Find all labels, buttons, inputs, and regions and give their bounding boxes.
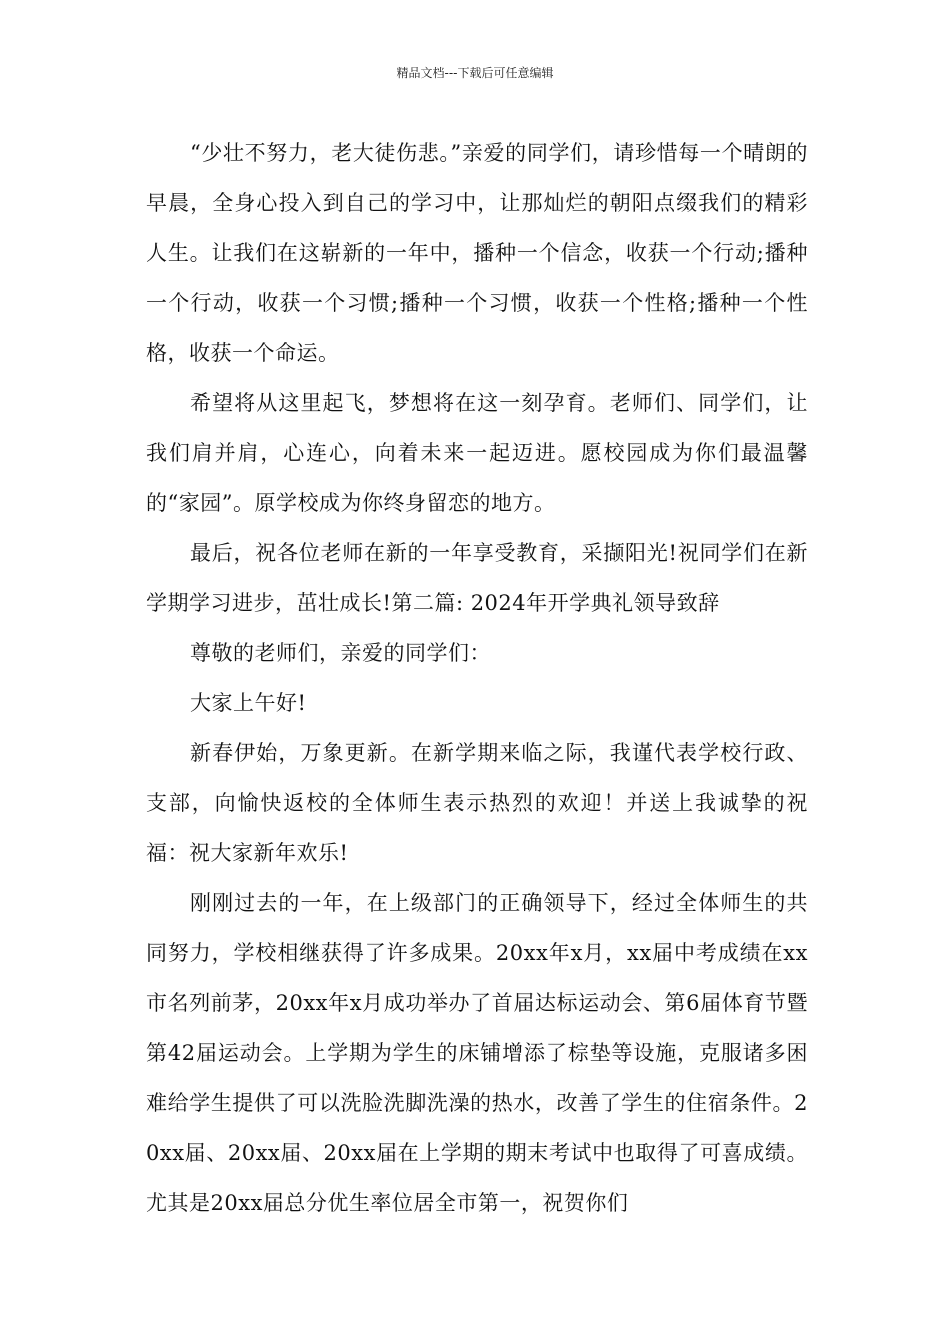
paragraph-7: 刚刚过去的一年，在上级部门的正确领导下，经过全体师生的共同努力，学校相继获得了许多成果。20xx年x月，xx届中考成绩在xx市名列前茅，20xx年x月成功举办了首届达标运动会、第6届体育节暨第42届运动会。上学期为学生的床铺增添了棕垫等设施，克服诸多困难给学生提供了可以洗脸洗脚洗澡的热水，改善了学生的住宿条件。20xx届、20xx届、20xx届在上学期的期末考试中也取得了可喜成绩。尤其是20xx届总分优生率位居全市第一，祝贺你们: [146, 891, 808, 1215]
paragraph-2: 希望将从这里起飞，梦想将在这一刻孕育。老师们、同学们，让我们肩并肩，心连心，向着未来一起迈进。愿校园成为你们最温馨的“家园”。原学校成为你终身留恋的地方。: [146, 391, 808, 515]
paragraph-3: 最后，祝各位老师在新的一年享受教育，采撷阳光!祝同学们在新学期学习进步，茁壮成长!第二篇: 2024年开学典礼领导致辞: [146, 541, 808, 615]
paragraph-4: 尊敬的老师们，亲爱的同学们：: [190, 641, 491, 665]
page-header: 精品文档---下载后可任意编辑: [396, 66, 554, 80]
paragraph-6: 新春伊始，万象更新。在新学期来临之际，我谨代表学校行政、支部，向愉快返校的全体师生表示热烈的欢迎！并送上我诚挚的祝福：祝大家新年欢乐!: [146, 741, 808, 865]
paragraph-1: “少壮不努力，老大徒伤悲。”亲爱的同学们，请珍惜每一个晴朗的早晨，全身心投入到自己的学习中，让那灿烂的朝阳点缀我们的精彩人生。让我们在这崭新的一年中，播种一个信念，收获一个行动;播种一个行动，收获一个习惯;播种一个习惯，收获一个性格;播种一个性格，收获一个命运。: [146, 141, 808, 365]
paragraph-5: 大家上午好!: [190, 691, 307, 715]
document-body: [146, 128, 808, 1228]
